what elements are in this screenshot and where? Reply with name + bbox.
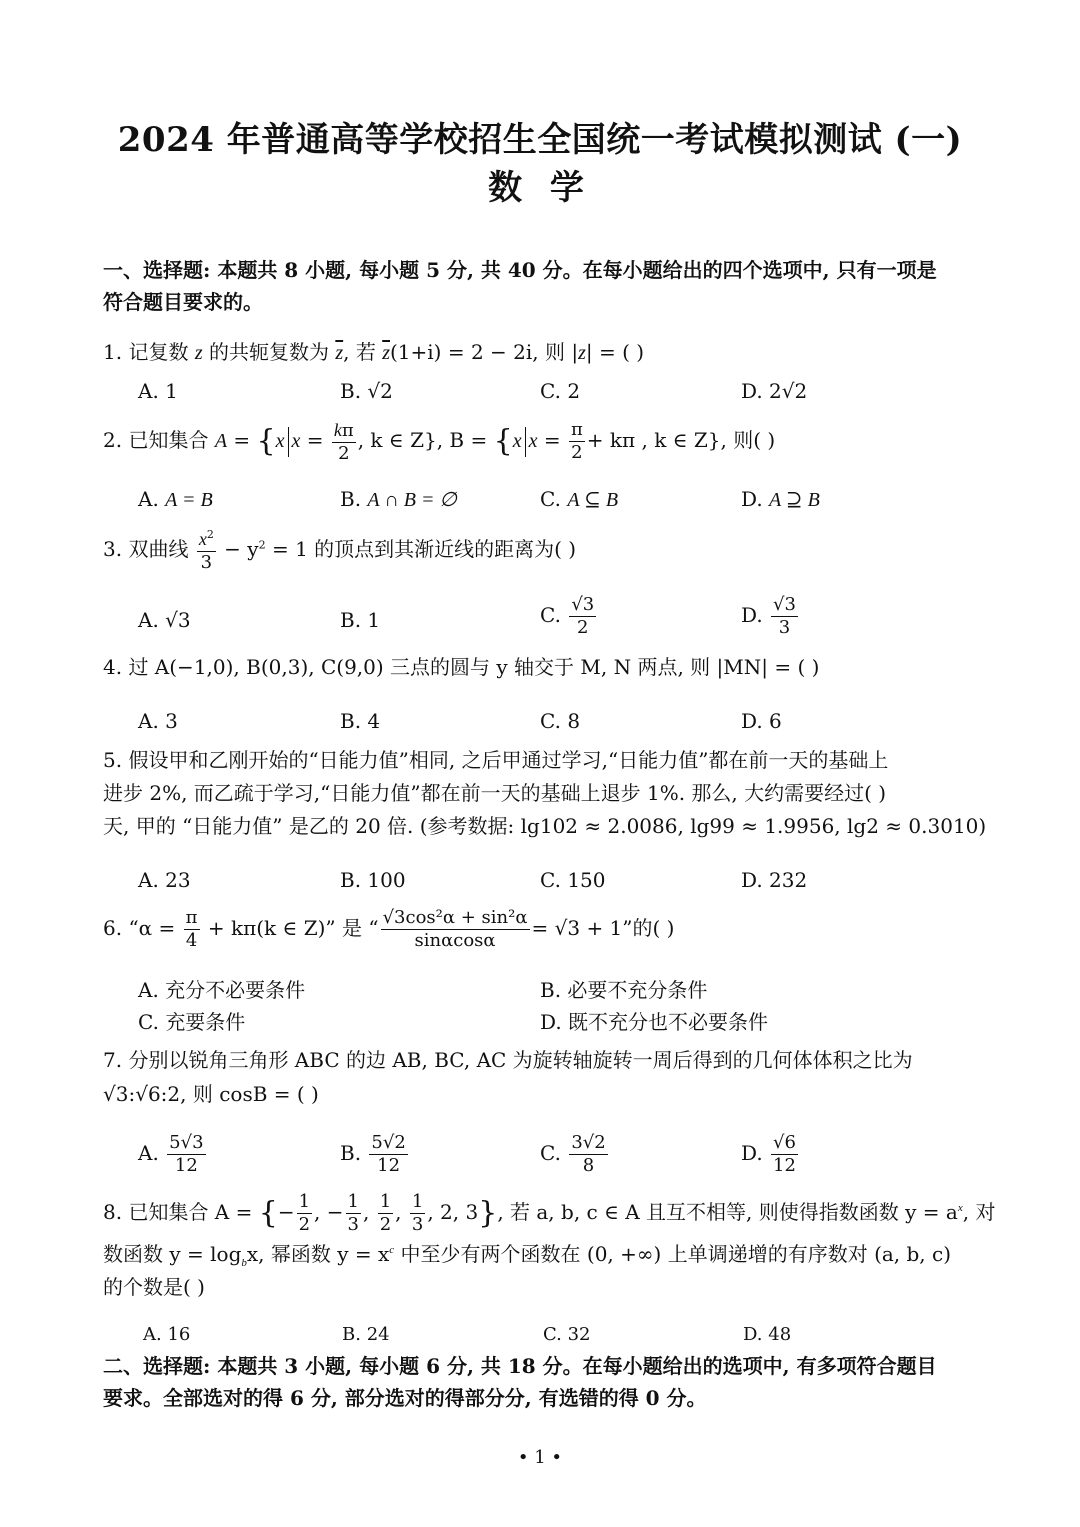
section2-heading-line1: 二、选择题: 本题共 3 小题, 每小题 6 分, 共 18 分。在每小题给出的选项中, 有多项符合题目 xyxy=(103,1354,937,1378)
question-8-stem-line3: 的个数是( ) xyxy=(103,1275,205,1299)
question-1-option-b[interactable]: B. √2 xyxy=(340,379,393,403)
question-5-stem-line2: 进步 2%, 而乙疏于学习,“日能力值”都在前一天的基础上退步 1%. 那么, 大约需要经过( ) xyxy=(103,781,887,805)
exam-title: 2024 年普通高等学校招生全国统一考试模拟测试 (一) xyxy=(117,120,963,160)
question-6-option-c[interactable]: C. 充要条件 xyxy=(138,1010,246,1034)
fraction-x2-over-3: $\frac{x^2}{3}$ xyxy=(198,527,214,573)
question-7-stem-line2: √3:√6:2, 则 cosB = ( ) xyxy=(103,1082,319,1106)
question-5-option-c[interactable]: C. 150 xyxy=(540,868,606,892)
question-3-option-b[interactable]: B. 1 xyxy=(340,608,381,632)
question-2-option-b[interactable]: B. A ∩ B = ∅ xyxy=(340,487,457,511)
question-8-stem-line2: 数函数 $y = \log_bx$, 幂函数 $y = x^c$ 中至少有两个函数在 (0, +∞) 上单调递增的有序数对 (a, b, c) xyxy=(103,1242,952,1269)
question-1-option-d[interactable]: D. 2√2 xyxy=(741,379,808,403)
question-3-option-d[interactable]: D. $\frac{√3}{3}$ xyxy=(741,594,796,638)
fraction-kpi-over-2: $\frac{k\pi}{2}$ xyxy=(333,419,354,464)
fraction-trig-expression: $\frac{\text{√3cos²α + sin²α}}{\sin\alpha\cos\alpha}$ xyxy=(382,907,528,951)
question-8-option-a[interactable]: A. 16 xyxy=(143,1324,191,1345)
subject-title: 数 学 xyxy=(488,168,592,208)
section1-heading-line1: 一、选择题: 本题共 8 小题, 每小题 5 分, 共 40 分。在每小题给出的四个选项中, 只有一项是 xyxy=(103,258,937,282)
question-1-option-a[interactable]: A. 1 xyxy=(138,379,178,403)
question-4-option-b[interactable]: B. 4 xyxy=(340,709,381,733)
question-5-option-a[interactable]: A. 23 xyxy=(138,868,191,892)
question-7-option-b[interactable]: B. $\frac{5√2}{12}$ xyxy=(340,1132,406,1176)
fraction-pi-over-2: $\frac{\pi}{2}$ xyxy=(570,419,583,463)
question-4-option-d[interactable]: D. 6 xyxy=(741,709,782,733)
question-5-option-b[interactable]: B. 100 xyxy=(340,868,406,892)
question-6-option-b[interactable]: B. 必要不充分条件 xyxy=(540,978,708,1002)
question-5-option-d[interactable]: D. 232 xyxy=(741,868,808,892)
question-8-option-d[interactable]: D. 48 xyxy=(743,1324,792,1345)
question-6-option-d[interactable]: D. 既不充分也不必要条件 xyxy=(540,1010,769,1034)
question-8-option-c[interactable]: C. 32 xyxy=(543,1324,591,1345)
question-6-stem: 6. “α = $\frac{\pi}{4}$ + kπ(k ∈ Z)” 是 “ $\frac{\text{√3cos²α + sin²α}}{\sin\alpha\cos\alpha}$ = √3 + 1”的( ) xyxy=(103,907,675,951)
question-4-option-c[interactable]: C. 8 xyxy=(540,709,581,733)
question-8-option-b[interactable]: B. 24 xyxy=(342,1324,390,1345)
question-7-option-c[interactable]: C. $\frac{3√2}{8}$ xyxy=(540,1132,606,1176)
question-8-stem-line1: 8. 已知集合 A = {− $\frac{1}{2}$ , − $\frac{1}{3}$ , $\frac{1}{2}$ , $\frac{1}{3}$ , 2, 3}, 若 a, b, c ∈ A 且互不相等, 则使得指数函数 $y = a^x$, 对 xyxy=(103,1191,996,1235)
question-2-option-c[interactable]: C. A ⊆ B xyxy=(540,487,619,511)
question-2-option-d[interactable]: D. A ⊇ B xyxy=(741,487,820,511)
question-5-stem-line1: 5. 假设甲和乙刚开始的“日能力值”相同, 之后甲通过学习,“日能力值”都在前一天的基础上 xyxy=(103,748,889,772)
question-5-stem-line3: 天, 甲的 “日能力值” 是乙的 20 倍. (参考数据: lg102 ≈ 2.0086, lg99 ≈ 1.9956, lg2 ≈ 0.3010) xyxy=(103,814,987,838)
question-2-stem: 2. 已知集合 A = {x x = $\frac{k\pi}{2}$ , k ∈ Z}, B = {x x = $\frac{\pi}{2}$ + kπ , k ∈ Z}, 则( ) xyxy=(103,419,776,464)
question-4-option-a[interactable]: A. 3 xyxy=(138,709,178,733)
page-number: • 1 • xyxy=(517,1447,563,1468)
question-6-option-a[interactable]: A. 充分不必要条件 xyxy=(138,978,306,1002)
question-1-stem: 1. 记复数 z 的共轭复数为 $\overline{z}$, 若 $\overline{z}(1+i) = 2 - 2i$, 则 |z| = ( ) xyxy=(103,340,645,364)
question-3-stem: 3. 双曲线 $\frac{x^2}{3}$ − $y^2 = 1$ 的顶点到其渐近线的距离为( ) xyxy=(103,527,577,573)
question-7-stem-line1: 7. 分别以锐角三角形 ABC 的边 AB, BC, AC 为旋转轴旋转一周后得到的几何体体积之比为 xyxy=(103,1048,913,1072)
question-3-option-a[interactable]: A. √3 xyxy=(138,608,191,632)
section2-heading-line2: 要求。全部选对的得 6 分, 部分选对的得部分分, 有选错的得 0 分。 xyxy=(103,1386,707,1410)
question-7-option-a[interactable]: A. $\frac{5√3}{12}$ xyxy=(138,1132,204,1176)
fraction-pi-over-4: $\frac{\pi}{4}$ xyxy=(185,907,198,951)
section1-heading-line2: 符合题目要求的。 xyxy=(103,290,263,314)
question-2-option-a[interactable]: A. A = B xyxy=(138,487,213,511)
question-1-option-c[interactable]: C. 2 xyxy=(540,379,581,403)
question-3-option-c[interactable]: C. $\frac{√3}{2}$ xyxy=(540,594,595,638)
question-4-stem: 4. 过 A(−1,0), B(0,3), C(9,0) 三点的圆与 y 轴交于 M, N 两点, 则 |MN| = ( ) xyxy=(103,655,820,679)
question-7-option-d[interactable]: D. $\frac{√6}{12}$ xyxy=(741,1132,796,1176)
